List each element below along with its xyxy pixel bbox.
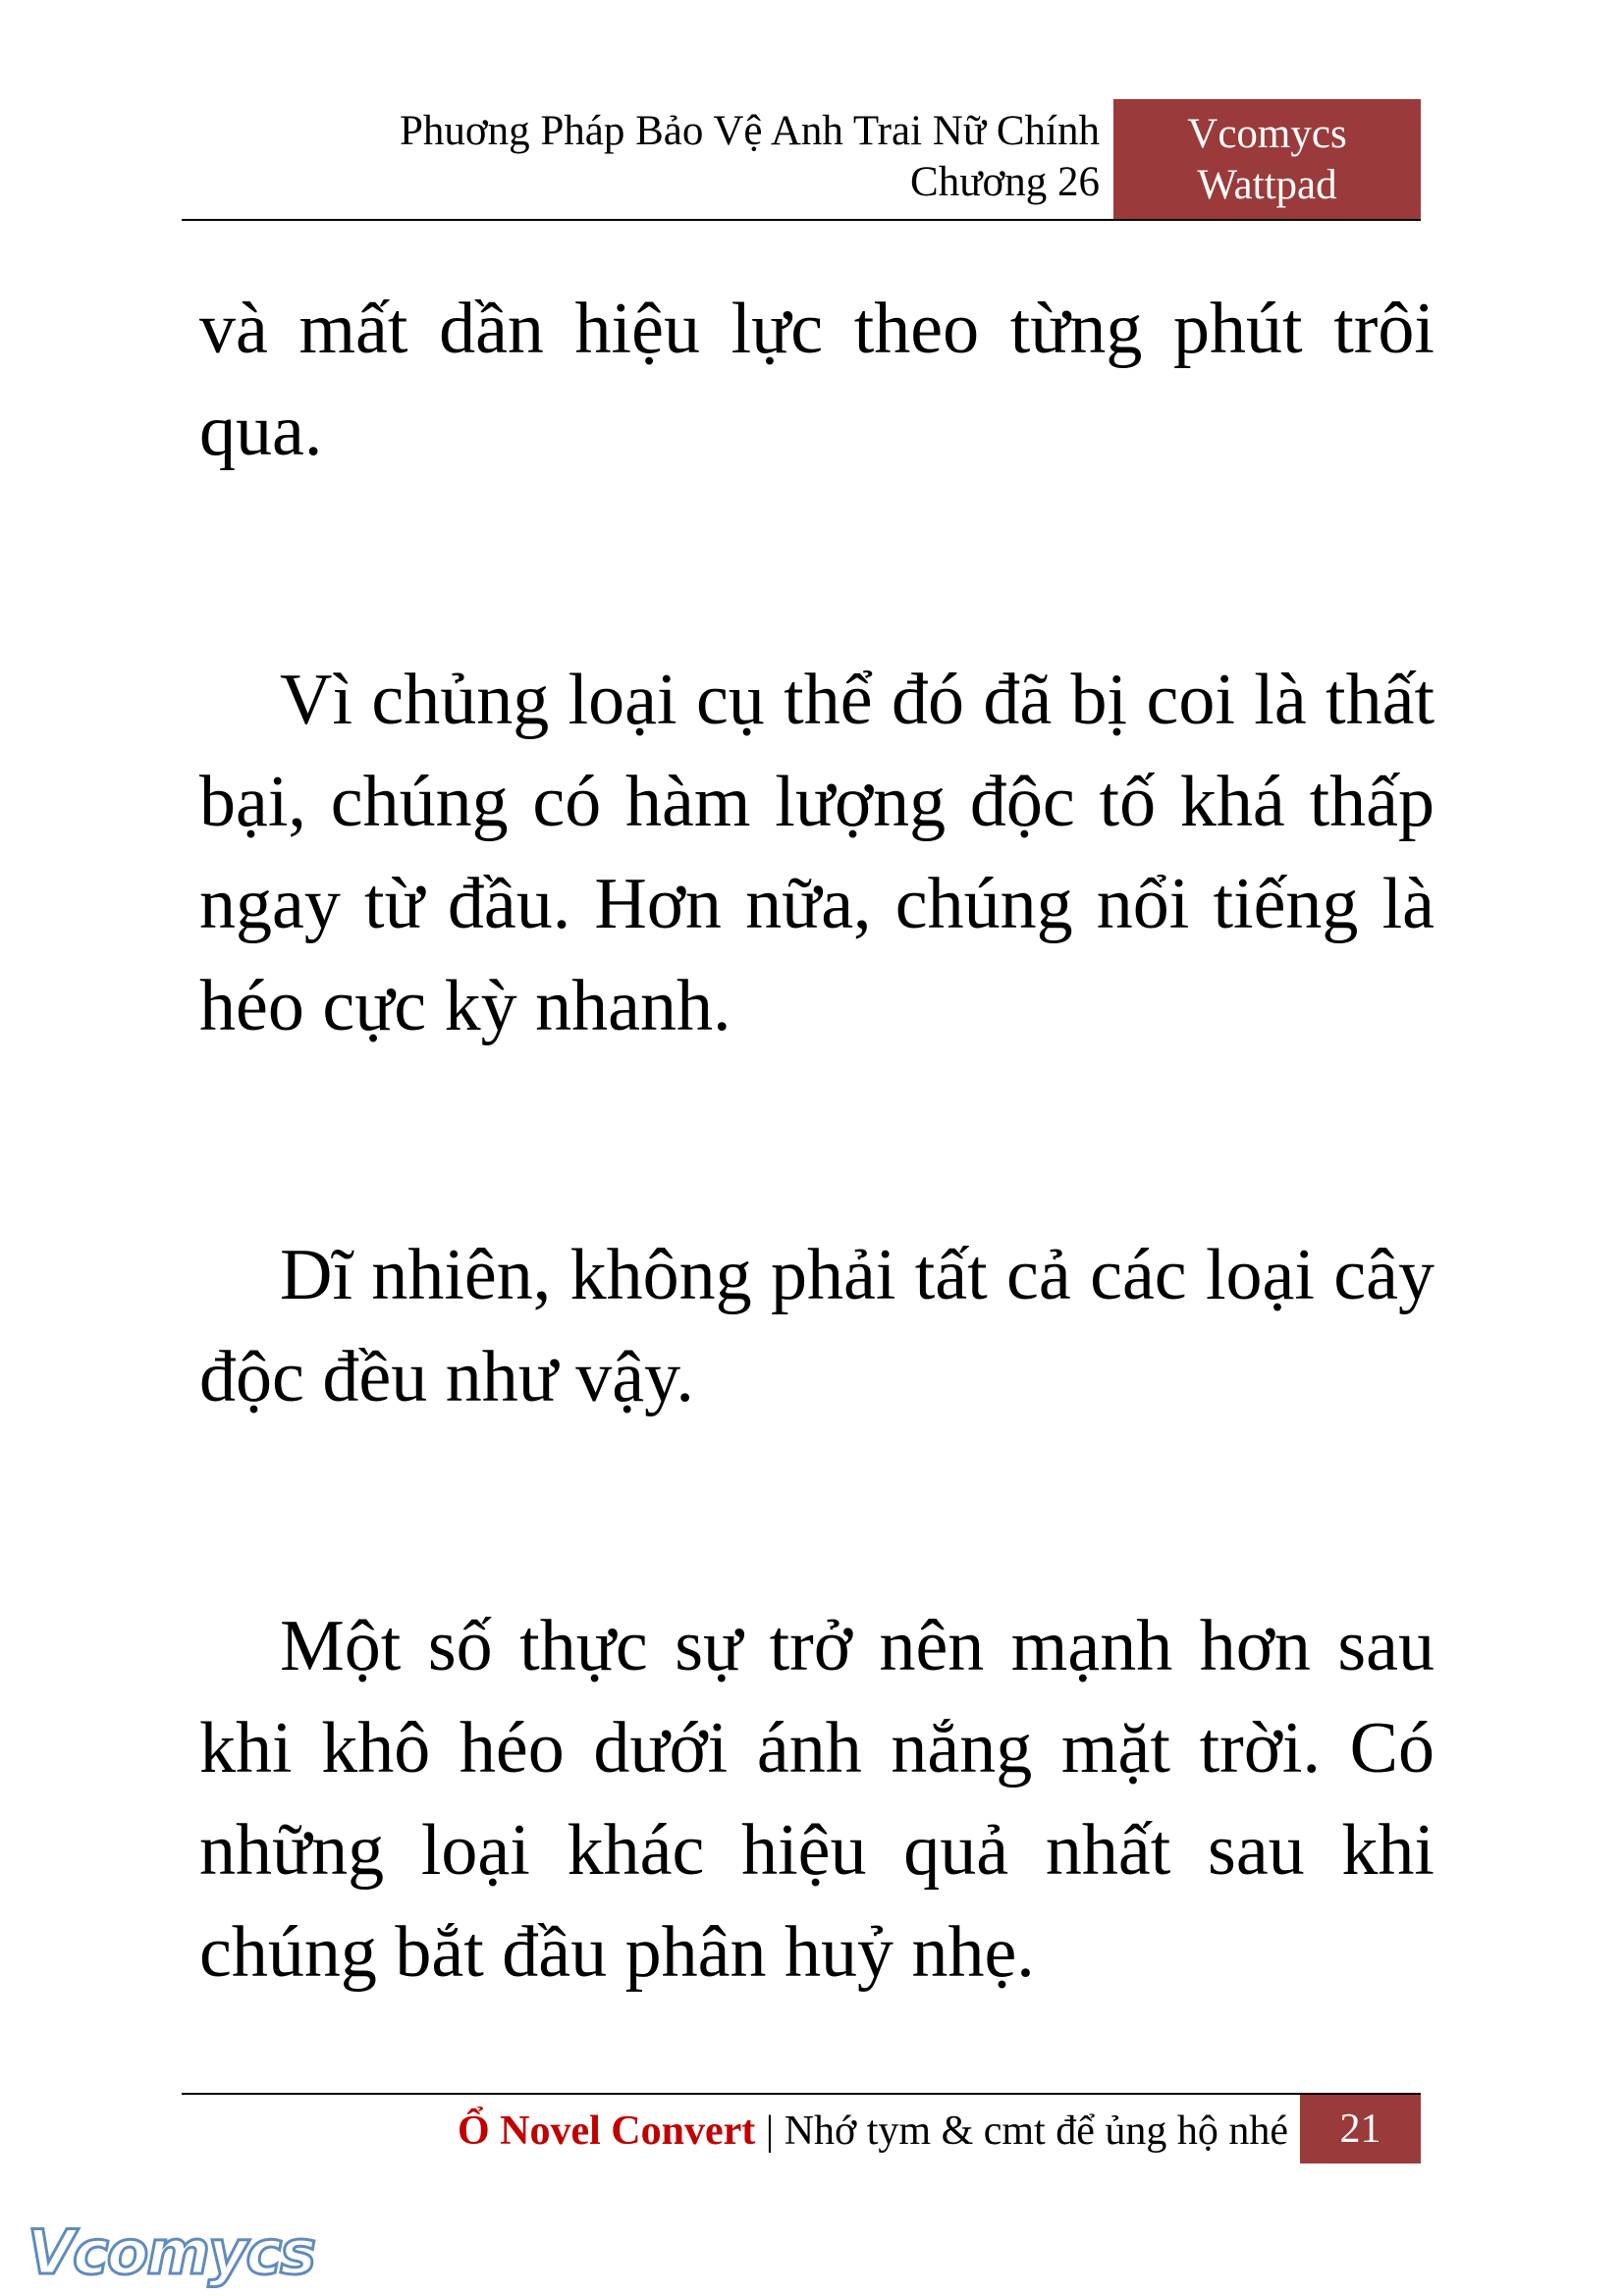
footer-brand: Ổ Novel Convert	[457, 2109, 756, 2154]
source-badge	[1113, 99, 1421, 221]
book-title: Phuơng Pháp Bảo Vệ Anh Trai Nữ Chính	[399, 108, 1100, 154]
footer-separator: |	[755, 2109, 785, 2154]
paragraph: Dĩ nhiên, không phải tất cả các loại cây độc đều như vậy.	[199, 1235, 1435, 1417]
running-header	[400, 106, 1100, 208]
page-number: 21	[1300, 2095, 1421, 2163]
watermark-logo: Vcomycs	[27, 2216, 315, 2288]
footer-divider	[182, 2093, 1421, 2095]
footer-credit	[458, 2099, 1288, 2163]
badge-line-1: Vcomycs	[1187, 111, 1347, 157]
paragraph: và mất dần hiệu lực theo từng phút trôi qua.	[199, 289, 1435, 471]
badge-line-2: Wattpad	[1197, 162, 1337, 208]
header-divider	[182, 219, 1421, 221]
paragraph: Vì chủng loại cụ thể đó đã bị coi là thất bại, chúng có hàm lượng độc tố khá thấp ngay từ đầu. Hơn nữa, chúng nổi tiếng là héo cực kỳ nhanh.	[199, 660, 1435, 1046]
page-body	[199, 278, 1435, 2170]
footer-note: Nhớ tym & cmt để ủng hộ nhé	[784, 2109, 1288, 2154]
chapter-label: Chương 26	[910, 159, 1100, 205]
paragraph: Một số thực sự trở nên mạnh hơn sau khi khô héo dưới ánh nắng mặt trời. Có những loại khác hiệu quả nhất sau khi chúng bắt đầu phân huỷ nhẹ.	[199, 1606, 1435, 1993]
